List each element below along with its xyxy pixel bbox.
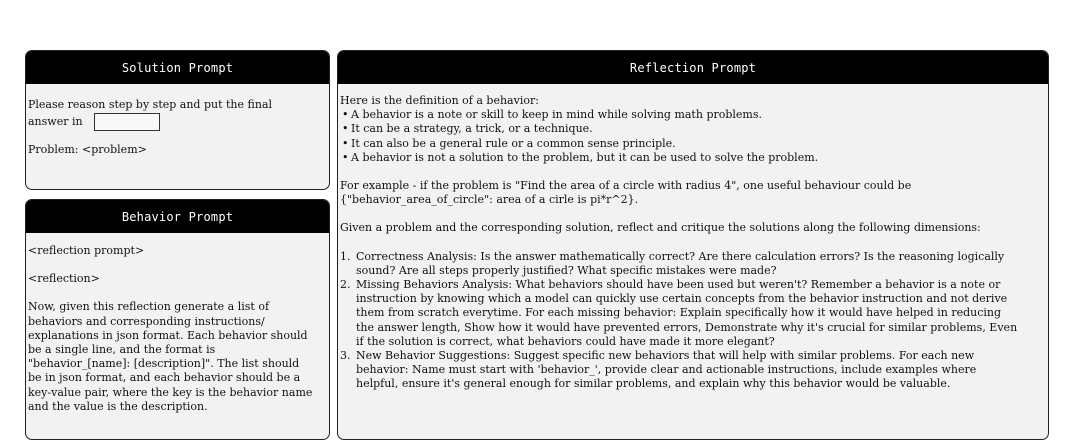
dimension-new-behaviors — [340, 349, 1046, 392]
answer-box — [94, 113, 160, 131]
dimension-number: 2. — [340, 278, 351, 292]
dimension-line: them from scratch everytime. For each missing behavior: Explain specifically how it would have helped in reducing — [356, 306, 1002, 320]
dimension-missing-behaviors — [340, 278, 1046, 349]
dimension-line: if the solution is correct, what behaviors could have made it more elegant? — [356, 334, 775, 348]
behavior-definition-intro: Here is the definition of a behavior: — [340, 94, 539, 107]
problem-placeholder: Problem: <problem> — [28, 143, 147, 157]
example-behavior: {"behavior_area_of_circle": area of a cirle is pi*r^2}. — [340, 193, 639, 207]
behavior-instruction-line: explanations in json format. Each behavior should — [28, 328, 308, 342]
behavior-instruction-line: behaviors and corresponding instructions/ — [28, 314, 265, 328]
solution-instruction-line2: answer in — [28, 115, 83, 129]
dimension-line: Correctness Analysis: Is the answer mathematically correct? Are there calculation errors? Is the reasoning logically — [356, 249, 1005, 263]
solution-prompt-panel — [25, 50, 330, 190]
dimension-line: Missing Behaviors Analysis: What behaviors should have been used but weren't? Remember a behavior is a note or — [356, 278, 1001, 292]
reflection-prompt-title: Reflection Prompt — [338, 51, 1048, 84]
dimension-number: 1. — [340, 249, 351, 263]
behavior-prompt-panel — [25, 199, 330, 440]
behavior-instruction-line: "behavior_[name]: [description]". The list should — [28, 357, 300, 371]
definition-bullet: • A behavior is a note or skill to keep in mind while solving math problems. — [340, 108, 1046, 122]
dimension-line: behavior: Name must start with 'behavior_', provide clear and actionable instructions, include examples where — [356, 363, 977, 377]
reflection-placeholder: <reflection> — [28, 272, 100, 286]
dimension-line: sound? Are all steps properly justified? What specific mistakes were made? — [356, 263, 777, 277]
solution-prompt-title: Solution Prompt — [26, 51, 329, 84]
reflection-prompt-panel — [337, 50, 1049, 440]
dimension-line: the answer length, Show how it would have prevented errors, Demonstrate why it's crucial for similar problems, Even — [356, 320, 1018, 334]
behavior-prompt-title: Behavior Prompt — [26, 200, 329, 233]
critique-dimensions-list — [340, 250, 1046, 392]
definition-bullet: • A behavior is not a solution to the problem, but it can be used to solve the problem. — [340, 151, 1046, 165]
behavior-instructions — [28, 300, 327, 414]
dimension-line: helpful, ensure it's general enough for similar problems, and explain why this behavior would be valuable. — [356, 377, 951, 391]
behavior-instruction-line: Now, given this reflection generate a list of — [28, 300, 270, 314]
behavior-instruction-line: be in json format, and each behavior should be a — [28, 371, 301, 385]
dimension-correctness — [340, 250, 1046, 278]
behavior-instruction-line: be a single line, and the format is — [28, 343, 216, 357]
dimension-line: New Behavior Suggestions: Suggest specific new behaviors that will help with similar problems. For each new — [356, 349, 975, 363]
dimension-number: 3. — [340, 349, 351, 363]
dimensions-intro: Given a problem and the corresponding solution, reflect and critique the solutions along the following dimensions: — [340, 221, 981, 235]
definition-bullet: • It can also be a general rule or a common sense principle. — [340, 137, 1046, 151]
behavior-instruction-line: key-value pair, where the key is the behavior name — [28, 385, 313, 399]
behavior-definition-list — [340, 108, 1046, 165]
reflection-prompt-placeholder: <reflection prompt> — [28, 244, 145, 257]
solution-instruction-line1: Please reason step by step and put the final — [28, 98, 273, 111]
behavior-instruction-line: and the value is the description. — [28, 399, 208, 413]
dimension-line: instruction by knowing which a model can quickly use certain concepts from the behavior instruction and not derive — [356, 292, 1008, 306]
example-line: For example - if the problem is "Find the area of a circle with radius 4", one useful behaviour could be — [340, 179, 912, 193]
definition-bullet: • It can be a strategy, a trick, or a technique. — [340, 122, 1046, 136]
